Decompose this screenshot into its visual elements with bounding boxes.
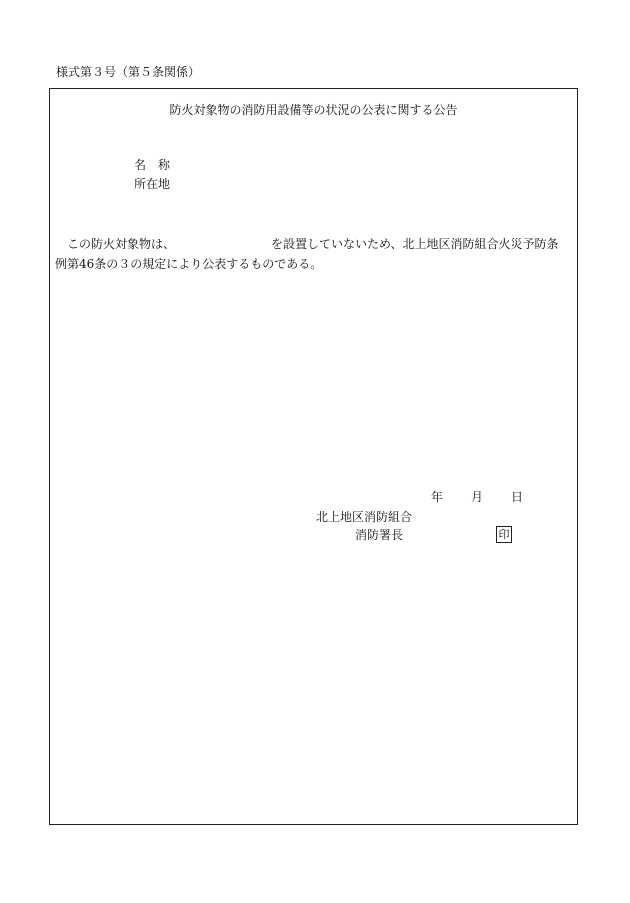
month-label: 月 — [471, 490, 484, 504]
body-line-1-part-1: この防火対象物は、 — [67, 237, 176, 251]
body-line-1-part-2: を設置していないため、北上地区消防組合火災予防条 — [271, 237, 559, 251]
date-line — [431, 491, 523, 503]
issuer-title: 消防署長 — [355, 528, 404, 542]
seal-mark: 印 — [496, 526, 512, 543]
issuer-organization: 北上地区消防組合 — [316, 510, 413, 524]
day-label: 日 — [511, 490, 524, 504]
body-line-1 — [55, 234, 572, 254]
notice-body — [55, 234, 572, 274]
address-label: 所在地 — [134, 177, 171, 191]
body-line-2: 例第46条の３の規定により公表するものである。 — [55, 257, 323, 271]
document-title: 防火対象物の消防用設備等の状況の公表に関する公告 — [169, 103, 458, 117]
name-label: 名称 — [134, 158, 183, 172]
form-number: 様式第３号（第５条関係） — [56, 65, 201, 79]
year-label: 年 — [431, 490, 444, 504]
notice-frame — [49, 88, 578, 825]
